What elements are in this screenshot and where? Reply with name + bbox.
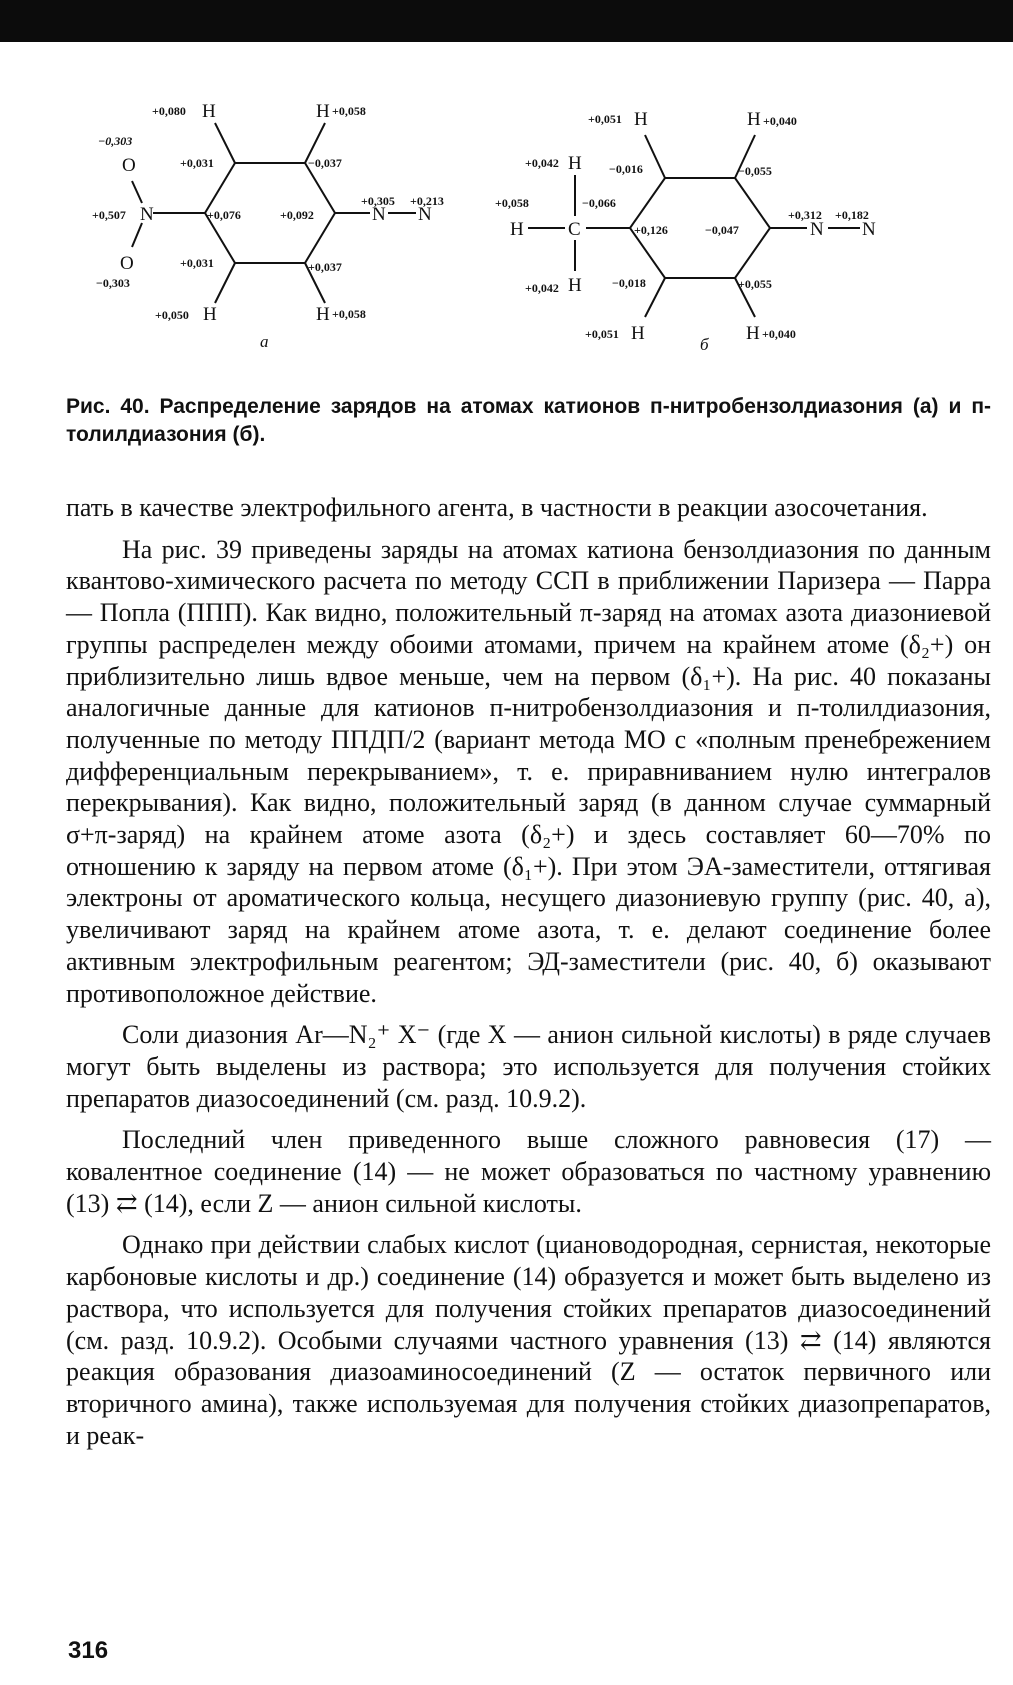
a-n-nitro: N (140, 204, 154, 225)
a-c-bl: +0,031 (180, 256, 214, 270)
a-c-l: +0,076 (207, 208, 241, 222)
paragraph-4: Последний член приведенного выше сложного равновесия (17) — ковалентное соединение (14) — не может образоваться по частному уравнению (13) ⇄ (14), если Z — анион сильной кислоты. (66, 1125, 991, 1218)
b-h-bl: H (631, 323, 645, 344)
a-c-tr: −0,037 (308, 156, 342, 170)
b-c-tr: −0,055 (738, 164, 772, 178)
a-n2-charge: +0,213 (410, 194, 444, 208)
a-h-bl-charge: +0,050 (155, 308, 189, 322)
a-h-tr: H (316, 101, 330, 122)
a-c-r: +0,092 (280, 208, 314, 222)
a-o-bottom-charge: −0,303 (96, 276, 130, 290)
body-text (66, 492, 991, 1451)
a-n2: N (418, 204, 432, 225)
b-me-h-bottom: H (568, 275, 582, 296)
b-n1-charge: +0,312 (788, 208, 822, 222)
a-o-bottom: O (120, 253, 134, 274)
a-o-top-charge: −0,303 (98, 134, 133, 148)
figure-caption: Рис. 40. Распределение зарядов на атомах катионов п-нитробензолдиазония (а) и п-толилдиазония (б). (66, 395, 991, 446)
b-c-br: +0,055 (738, 277, 772, 291)
b-me-h-left-charge: +0,058 (495, 196, 529, 210)
page-number: 316 (68, 1637, 109, 1664)
b-h-tl-charge: +0,051 (588, 112, 622, 126)
a-sublabel: а (260, 332, 269, 351)
a-o-top: O (122, 155, 136, 176)
b-c-l: +0,126 (634, 223, 668, 237)
a-h-bl: H (203, 304, 217, 325)
charge-diagrams (70, 85, 990, 375)
b-me-h-bottom-charge: +0,042 (525, 281, 559, 295)
b-h-br-charge: +0,040 (762, 327, 796, 341)
b-n2-charge: +0,182 (835, 208, 869, 222)
a-h-tl: H (202, 101, 216, 122)
b-h-tl: H (634, 109, 648, 130)
b-h-br: H (746, 323, 760, 344)
b-me-c-charge: −0,066 (582, 196, 616, 210)
paragraph-1: пать в качестве электрофильного агента, в частности в реакции азосочетания. (66, 493, 928, 522)
b-c-r: −0,047 (705, 223, 739, 237)
a-c-br: +0,037 (308, 260, 342, 274)
diagram-a-labels (92, 101, 444, 351)
b-c-bl: −0,018 (612, 276, 646, 290)
b-n1: N (810, 219, 824, 240)
paragraph-3: Соли диазония Ar—N₂⁺ X⁻ (где X — анион сильной кислоты) в ряде случаев могут быть выделены из раствора; это используется для получения стойких препаратов диазосоединений (см. разд. 10.9.2). (66, 1020, 991, 1113)
a-h-tl-charge: +0,080 (152, 104, 186, 118)
diagram-b-labels (495, 109, 876, 354)
b-c-tl: −0,016 (609, 162, 643, 176)
a-h-br: H (316, 304, 330, 325)
a-n-nitro-charge: +0,507 (92, 208, 126, 222)
scan-top-border (0, 0, 1013, 42)
b-me-h-left: H (510, 219, 524, 240)
a-h-tr-charge: +0,058 (332, 104, 366, 118)
paragraph-2: На рис. 39 приведены заряды на атомах катиона бензолдиазония по данным квантово-химического расчета по методу ССП в приближении Паризера — Парра — Попла (ППП). Как видно, положительный π-заряд на атомах азота диазониевой группы распределен между обоими атомами, причем на крайнем атоме (δ₂+) он приблизительно лишь вдвое меньше, чем на первом (δ₁+). На рис. 40 показаны аналогичные данные для катионов п-нитробензолдиазония и п-толилдиазония, полученные по методу ППДП/2 (вариант метода МО с «полным пренебрежением дифференциальным перекрыванием», т. е. приравниванием нулю интегралов перекрывания). Как видно, положительный заряд (в данном случае суммарный σ+π-заряд) на крайнем атоме азота (δ₂+) и здесь составляет 60—70% по отношению к заряду на первом атоме (δ₁+). При этом ЭА-заместители, оттягивая электроны от ароматического кольца, несущего диазониевую группу (рис. 40, а), увеличивают заряд на крайнем атоме азота, т. е. делают соединение более активным электрофильным реагентом; ЭД-заместители (рис. 40, б) оказывают противоположное действие. (66, 534, 991, 1008)
b-me-c: C (568, 219, 581, 240)
a-n1-charge: +0,305 (361, 194, 395, 208)
a-c-tl: +0,031 (180, 156, 214, 170)
b-n2: N (862, 219, 876, 240)
b-me-h-top: H (568, 153, 582, 174)
paragraph-5: Однако при действии слабых кислот (циановодородная, сернистая, некоторые карбоновые кислоты и др.) соединение (14) образуется и может быть выделено из раствора, что используется для получения стойких препаратов диазосоединений (см. разд. 10.9.2). Особыми случаями частного уравнения (13) ⇄ (14) являются реакция образования диазоаминосоединений (Z — остаток первичного или вторичного амина), также используемая для получения стойких диазопрепаратов, и реак- (66, 1230, 991, 1450)
b-h-tr: H (747, 109, 761, 130)
b-sublabel: б (700, 335, 709, 354)
b-h-tr-charge: +0,040 (763, 114, 797, 128)
a-n1: N (372, 204, 386, 225)
figure-40 (70, 85, 990, 375)
a-h-br-charge: +0,058 (332, 307, 366, 321)
b-h-bl-charge: +0,051 (585, 327, 619, 341)
b-me-h-top-charge: +0,042 (525, 156, 559, 170)
